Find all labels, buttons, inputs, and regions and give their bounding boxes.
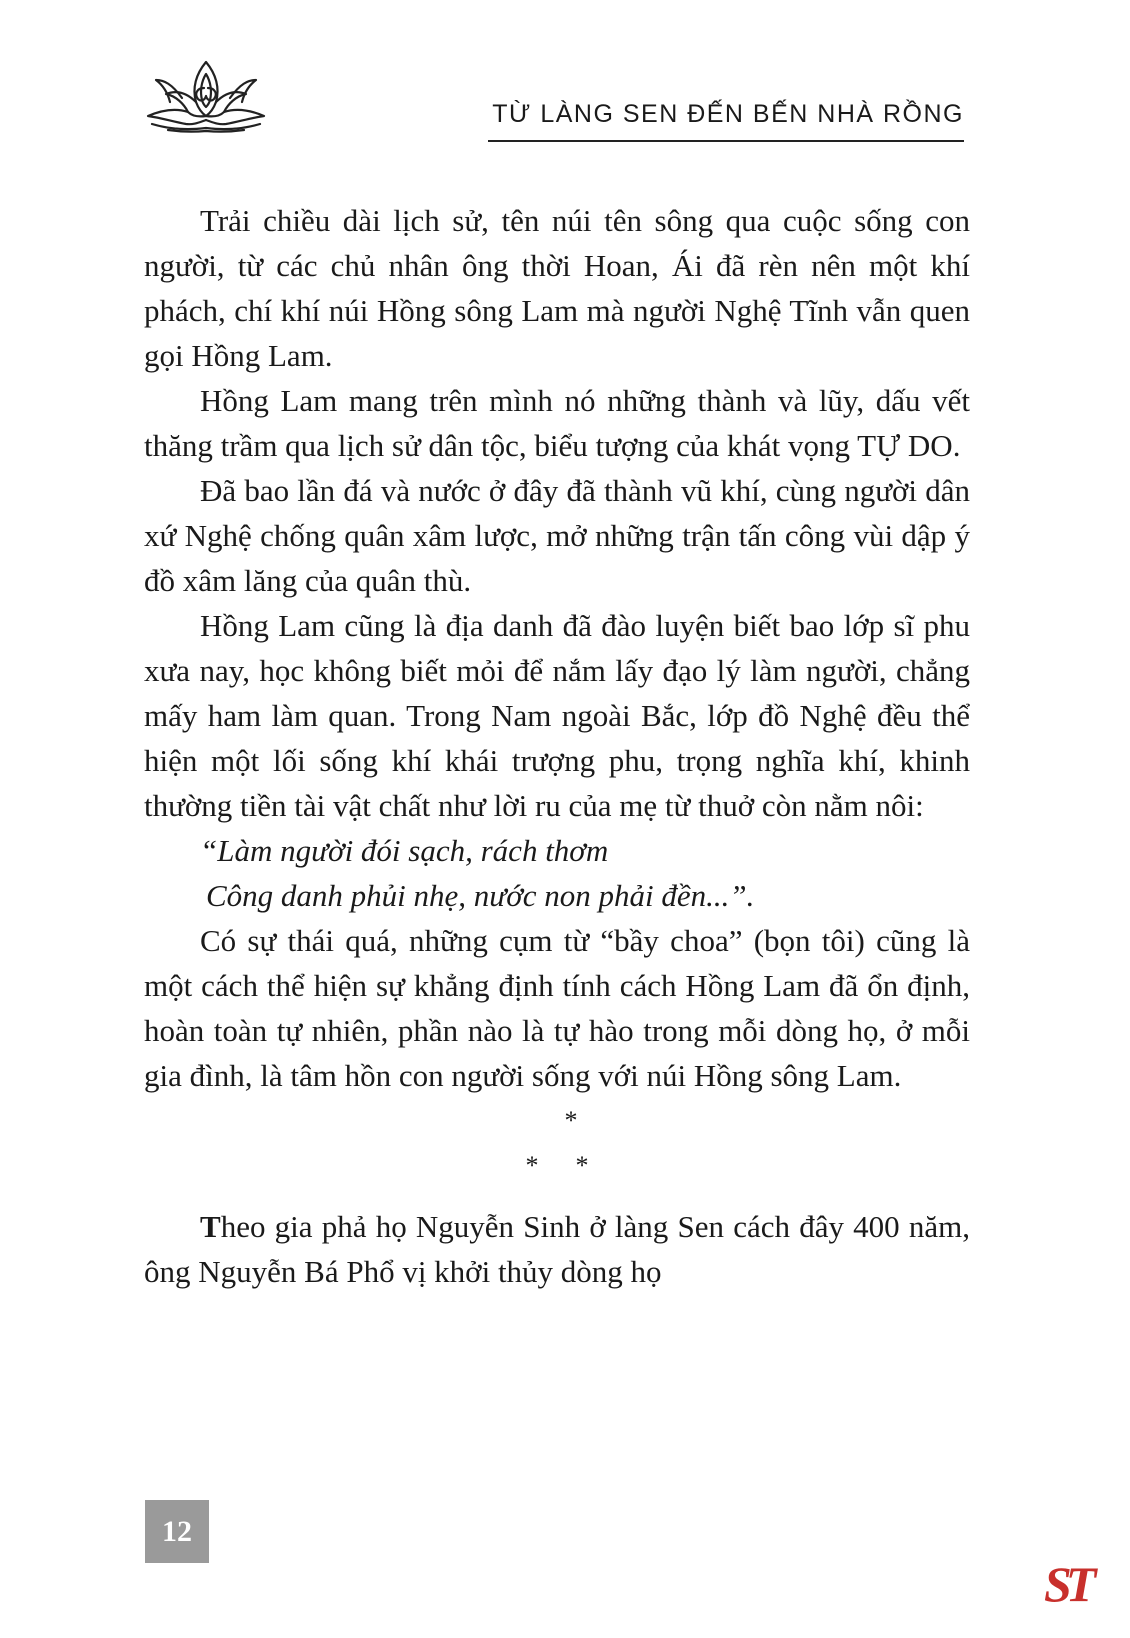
verse-line-2: Công danh phủi nhẹ, nước non phải đền...”. [206,878,755,913]
running-title: TỪ LÀNG SEN ĐẾN BẾN NHÀ RỒNG [492,100,964,128]
separator-star: * [575,1151,589,1180]
verse-line-1: “Làm người đói sạch, rách thơm [200,833,609,868]
page-number: 12 [145,1500,209,1563]
separator-star: * [564,1106,578,1135]
paragraph-1: Trải chiều dài lịch sử, tên núi tên sông qua cuộc sống con người, từ các chủ nhân ông thời Hoan, Ái đã rèn nên một khí phách, chí khí núi Hồng sông Lam mà người Nghệ Tĩnh vẫn quen gọi Hồng Lam. [144,203,970,373]
separator-star: * [525,1151,539,1180]
paragraph-3: Đã bao lần đá và nước ở đây đã thành vũ khí, cùng người dân xứ Nghệ chống quân xâm lược, mở những trận tấn công vùi dập ý đồ xâm lăng của quân thù. [144,473,970,598]
section-separator-bottom [144,1143,970,1188]
header-rule [488,140,964,142]
paragraph-4: Hồng Lam cũng là địa danh đã đào luyện biết bao lớp sĩ phu xưa nay, học không biết mỏi để nắm lấy đạo lý làm người, chẳng mấy ham làm quan. Trong Nam ngoài Bắc, lớp đồ Nghệ đều thể hiện một lối sống khí khái trượng phu, trọng nghĩa khí, khinh thường tiền tài vật chất như lời ru của mẹ từ thuở còn nằm nôi: [144,608,970,823]
paragraph-6: Theo gia phả họ Nguyễn Sinh ở làng Sen cách đây 400 năm, ông Nguyễn Bá Phổ vị khởi thủy dòng họ [144,1209,970,1289]
section-separator-top [144,1098,970,1143]
page-body [144,198,970,1294]
paragraph-5: Có sự thái quá, những cụm từ “bầy choa” (bọn tôi) cũng là một cách thể hiện sự khẳng định tính cách Hồng Lam đã ổn định, hoàn toàn tự nhiên, phần nào là tự hào trong mỗi dòng họ, ở mỗi gia đình, là tâm hồn con người sống với núi Hồng sông Lam. [144,923,970,1093]
publisher-logo: ST [1044,1556,1091,1612]
lotus-icon [142,58,270,134]
paragraph-2: Hồng Lam mang trên mình nó những thành và lũy, dấu vết thăng trầm qua lịch sử dân tộc, biểu tượng của khát vọng TỰ DO. [144,383,970,463]
